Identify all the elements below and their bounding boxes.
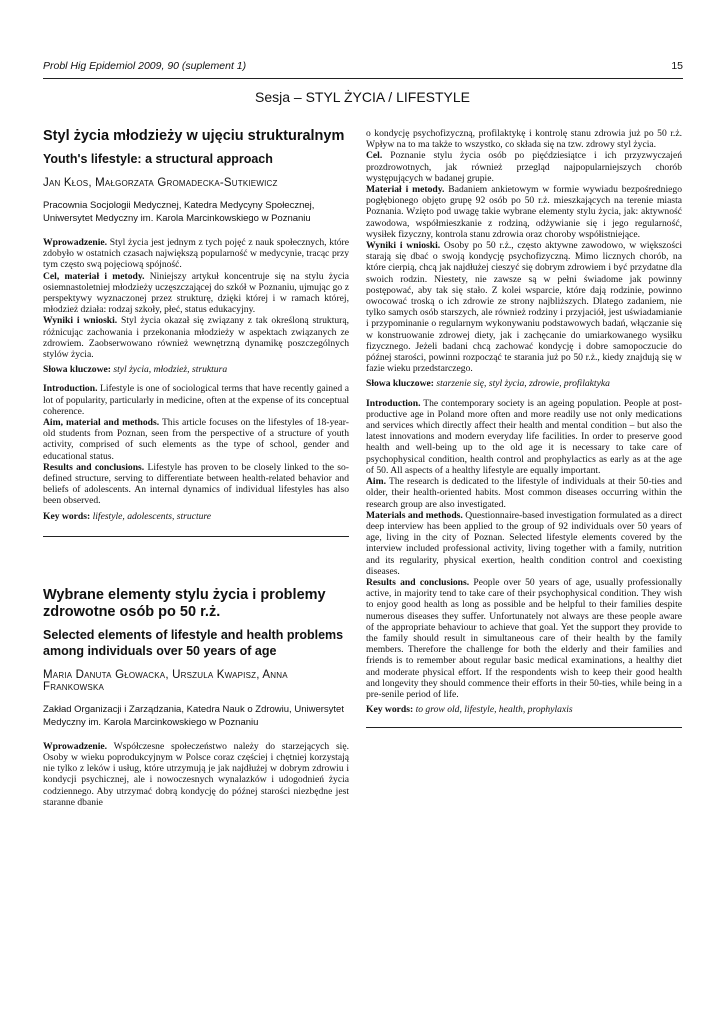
article-2-title-pl: Wybrane elementy stylu życia i problemy zdrowotne osób po 50 r.ż.: [43, 586, 326, 620]
abstract-pl-paragraph: Wprowadzenie. Współczesne społeczeństwo należy do starzejących się. Osoby w wieku poprodukcyjnym w Polsce coraz częściej i chętniej korzystają nie tylko z leków i usług, które utrzymują je jak najdłużej w dobrym zdrowiu i kondycji psychicznej, ale i nowoczesnych wynalazków i udogodnień życia codziennego. Aby utrzymać dobrą kondycję do późnej starości niezbędne jest staranne dbanie: [43, 740, 349, 808]
page-number: 15: [671, 60, 683, 72]
abstract-pl-paragraph: Cel, materiał i metody. Niniejszy artykuł koncentruje się na stylu życia osiemnastoletniej młodzieży uczęszczającej do szkół w Poznaniu, ujmując go z perspektywy wyznaczonej przez strukturę, dzięki której i w ramach której, młodzież działa: rodzaj szkoły, płeć, status edukacyjny.: [43, 270, 349, 316]
article-1-title-en: Youth's lifestyle: a structural approach: [43, 152, 273, 166]
article-1-authors: Jan Kłos, Małgorzata Gromadecka-Sutkiewicz: [43, 177, 278, 189]
article-2-title-en: Selected elements of lifestyle and health problems among individuals over 50 years of age: [43, 627, 344, 658]
abstract-pl-paragraph: Wyniki i wnioski. Osoby po 50 r.ż., często aktywne zawodowo, w większości starają się dbać o swoją kondycję psychofizyczną. Mimo licznych chorób, na które cierpią, chcą jak najdłużej cieszyć się dobrym zdrowiem i być przydatne dla swoich rodzin. Niestety, nie zawsze są w pełni świadome jak powinny postępować, aby tak się stało. Z kolei wsparcie, które dają rodzinie, powinno owocować troską o ich zdrowie ze strony najbliższych. Dlatego zadaniem, nie tylko samych osób starszych, ale również rodziny i przyjaciół, jest uświadamianie i przypominanie o regularnym wykonywaniu podstawowych badań, włączanie się w konstruowanie zdrowej diety, jak i zachęcanie do umiarkowanego wysiłku fizycznego. Jeżeli badani chcą zachować kondycję i dobre samopoczucie do późnej starości, powinni rozpocząć te starania już po 50 r.ż., kiedy znajdują się w fazie wieku przedstarczego.: [366, 240, 683, 375]
abstract-en-paragraph: Aim. The research is dedicated to the lifestyle of individuals at their 50-ties and older, their health-oriented habits. Most common diseases occurring within the research group are also investigated.: [366, 476, 682, 510]
article-2-affiliation: Zakład Organizacji i Zarządzania, Katedra Nauk o Zdrowiu, Uniwersytet Medyczny im. Karola Marcinkowskiego w Poznaniu: [43, 703, 344, 728]
running-header: [43, 60, 683, 76]
abstract-en-paragraph: Introduction. Lifestyle is one of sociological terms that have recently gained a lot of popularity, particularly in medicine, often at the expense of its conceptual coherence.: [43, 383, 349, 417]
article-2-authors: Maria Danuta Głowacka, Urszula Kwapisz, Anna Frankowska: [43, 668, 288, 693]
article-1-affiliation: Pracownia Socjologii Medycznej, Katedra Medycyny Społecznej, Uniwersytet Medyczny im. Karola Marcinkowskiego w Poznaniu: [43, 200, 315, 224]
keywords-en: Key words: to grow old, lifestyle, health, prophylaxis: [366, 704, 573, 716]
article-separator: [43, 536, 349, 537]
abstract-en-paragraph: Introduction. The contemporary society is an ageing population. People at post-productive age in Poland more often and more readily use not only medications and services which directly affect their health and mental condition – but also the latest innovations and modern everyday life facilities. In order to preserve good health and well-being up to the old age it is necessary to take care of psychophysical condition, health control and prophylactics as early as at the age of 50. All aspects of a healthy lifestyle are equally important.: [366, 397, 682, 476]
abstract-en-paragraph: Materials and methods. Questionnaire-based investigation formulated as a direct deep interview has been applied to the group of 92 individuals over 50 years of age, living in the city of Poznan. Selected lifestyle elements covered by the interview included professional activity, living together with a family, nutrition and its regularity, physical exertion, health condition control and coexisting diseases.: [366, 509, 683, 577]
journal-citation: Probl Hig Epidemiol 2009, 90 (suplement 1): [43, 60, 247, 72]
left-column: [43, 128, 349, 808]
session-heading: [0, 89, 725, 105]
article-1-title-pl: Styl życia młodzieży w ujęciu strukturalnym: [43, 128, 345, 144]
keywords-pl: Słowa kluczowe: styl życia, młodzież, struktura: [43, 364, 228, 376]
keywords-pl: Słowa kluczowe: starzenie się, styl życia, zdrowie, profilaktyka: [366, 378, 610, 390]
abstract-en-paragraph: Results and conclusions. People over 50 years of age, usually professionally active, in majority tend to take care of their psychophysical condition. They wish to enjoy good health as long as possible and be helpful to their families despite numerous diseases they suffer. Unfortunately not always are these people aware of the appropriate behaviour to achieve that goal. Yet the support they provide to the family should result in simultaneous care of their health by the family members. Therefore the challenge for both the elderly and their families and friends is to remember about regular basic medical examinations, a healthy diet and moderate physical effort. If the respondents wish to keep their good health and longevity they should commence their efforts in their 50-ties, while being in a pre-senile period of life.: [366, 576, 682, 700]
keywords-en: Key words: lifestyle, adolescents, structure: [43, 510, 212, 522]
abstract-pl-paragraph: Cel. Poznanie stylu życia osób po pięćdziesiątce i ich przyzwyczajeń prozdrowotnych, jak również przegląd najpopularniejszych chorób występujących w badanej grupie.: [366, 150, 682, 184]
article-2: [43, 587, 349, 808]
abstract-pl-paragraph: Wprowadzenie. Styl życia jest jednym z tych pojęć z nauk społecznych, które zdobyło w ostatnich czasach największą popularność w medycynie, tracąc przy tym często swą pojęciową spójność.: [43, 237, 349, 271]
article-1: [43, 128, 349, 522]
abstract-en-paragraph: Results and conclusions. Lifestyle has proven to be closely linked to the so-defined structure, serving to differentiate between health-related behavior and beliefs of adolescents. An internal dynamics of individual lifestyles has also been observed.: [43, 461, 350, 507]
header-rule: [43, 78, 683, 79]
abstract-en-paragraph: Aim, material and methods. This article focuses on the lifestyles of 18-year-old students from Poznan, seen from the perspective of a structure of youth activity, comprised of such elements as the type of school, gender and educational status.: [43, 417, 349, 462]
right-column: [366, 128, 682, 728]
session-title: STYL ŻYCIA / LIFESTYLE: [305, 89, 471, 105]
abstract-pl-paragraph: Wyniki i wnioski. Styl życia okazał się związany z tak określoną strukturą, różnicując zachowania i przekonania młodzieży w aspektach związanych ze zdrowiem. Zaobserwowano również wewnętrzną dynamikę poszczególnych stylów życia.: [43, 315, 350, 361]
session-prefix: Sesja –: [254, 89, 306, 105]
abstract-pl-paragraph: Materiał i metody. Badaniem ankietowym w formie wywiadu bezpośredniego pogłębionego objęto grupę 92 osób po 50 r.ż. mieszkających na terenie miasta Poznania. Wzięto pod uwagę takie wybrane elementy stylu życia, jak: aktywność zawodowa, współmieszkanie z rodziną, odżywianie się i jego regularność, wysiłek fizyczny, kontrola stanu zdrowia oraz choroby współistniejące.: [366, 184, 682, 240]
article-end-rule: [366, 727, 682, 728]
abstract-pl-continuation: o kondycję psychofizyczną, profilaktykę i kontrolę stanu zdrowia już po 50 r.ż. Wpływ na to ma także to wszystko, co składa się na tzw. zdrowy styl życia.: [366, 128, 682, 151]
